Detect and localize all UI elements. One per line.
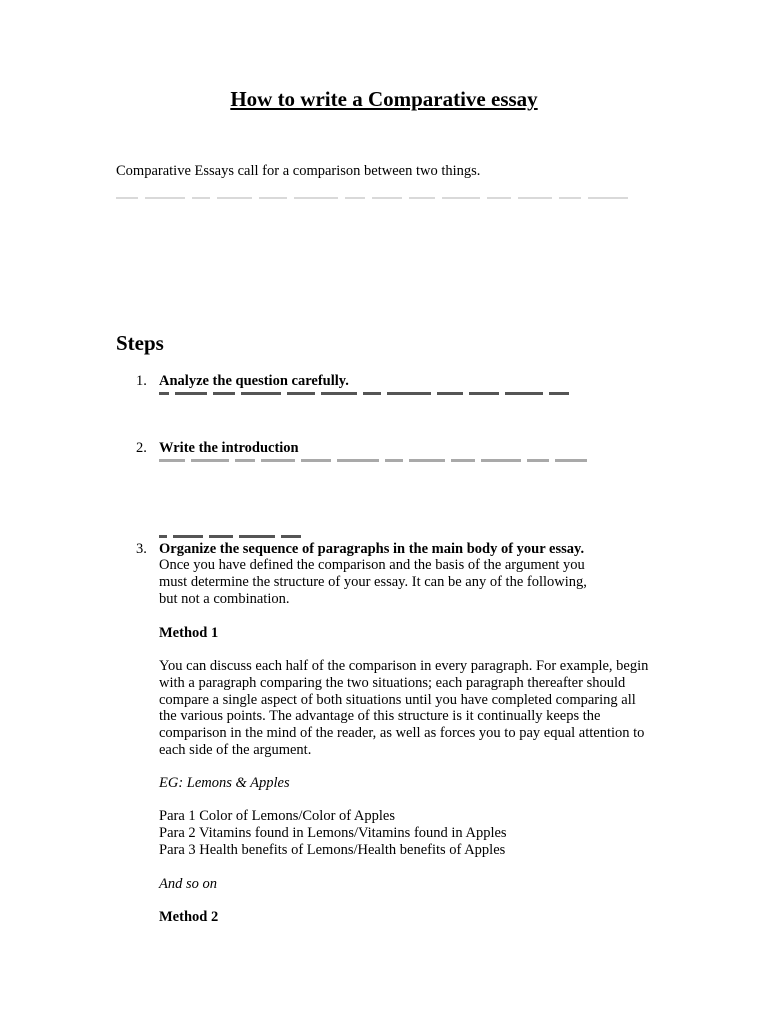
step-number: 2. (136, 440, 147, 456)
cut-off-text-line (159, 392, 609, 395)
method1-heading: Method 1 (159, 625, 219, 641)
step-number: 3. (136, 541, 147, 557)
step-heading: Analyze the question carefully. (159, 373, 349, 389)
faded-text-line (116, 197, 636, 201)
method2-heading: Method 2 (159, 909, 219, 925)
intro-paragraph: Comparative Essays call for a comparison between two things. (116, 163, 481, 179)
example-paragraph-line: Para 1 Color of Lemons/Color of Apples (159, 808, 396, 824)
and-so-on-text: And so on (159, 876, 217, 892)
method1-paragraph: You can discuss each half of the comparison in every paragraph. For example, begin with a paragraph comparing the two situations; each paragraph thereafter should compare a single aspect of both situations until you have completed comparing all the various points. The advantage of this structure is it continually keeps the comparison in the mind of the reader, as well as forces you to pay equal attention to each side of the argument. (159, 658, 649, 758)
example-label: EG: Lemons & Apples (159, 775, 290, 791)
document-title: How to write a Comparative essay (230, 87, 538, 111)
steps-heading: Steps (116, 331, 164, 355)
step-heading: Write the introduction (159, 440, 299, 456)
example-paragraph-line: Para 2 Vitamins found in Lemons/Vitamins found in Apples (159, 824, 507, 841)
cut-off-text-line (159, 459, 609, 462)
example-paragraph-line: Para 3 Health benefits of Lemons/Health benefits of Apples (159, 841, 506, 858)
example-paragraph-list (159, 808, 507, 858)
step-heading: Organize the sequence of paragraphs in the main body of your essay. (159, 541, 585, 557)
step-number: 1. (136, 373, 147, 389)
cut-off-text-line (159, 535, 319, 538)
step3-body-paragraph: Once you have defined the comparison and the basis of the argument you must determine the structure of your essay. It can be any of the following, but not a combination. (159, 557, 587, 607)
